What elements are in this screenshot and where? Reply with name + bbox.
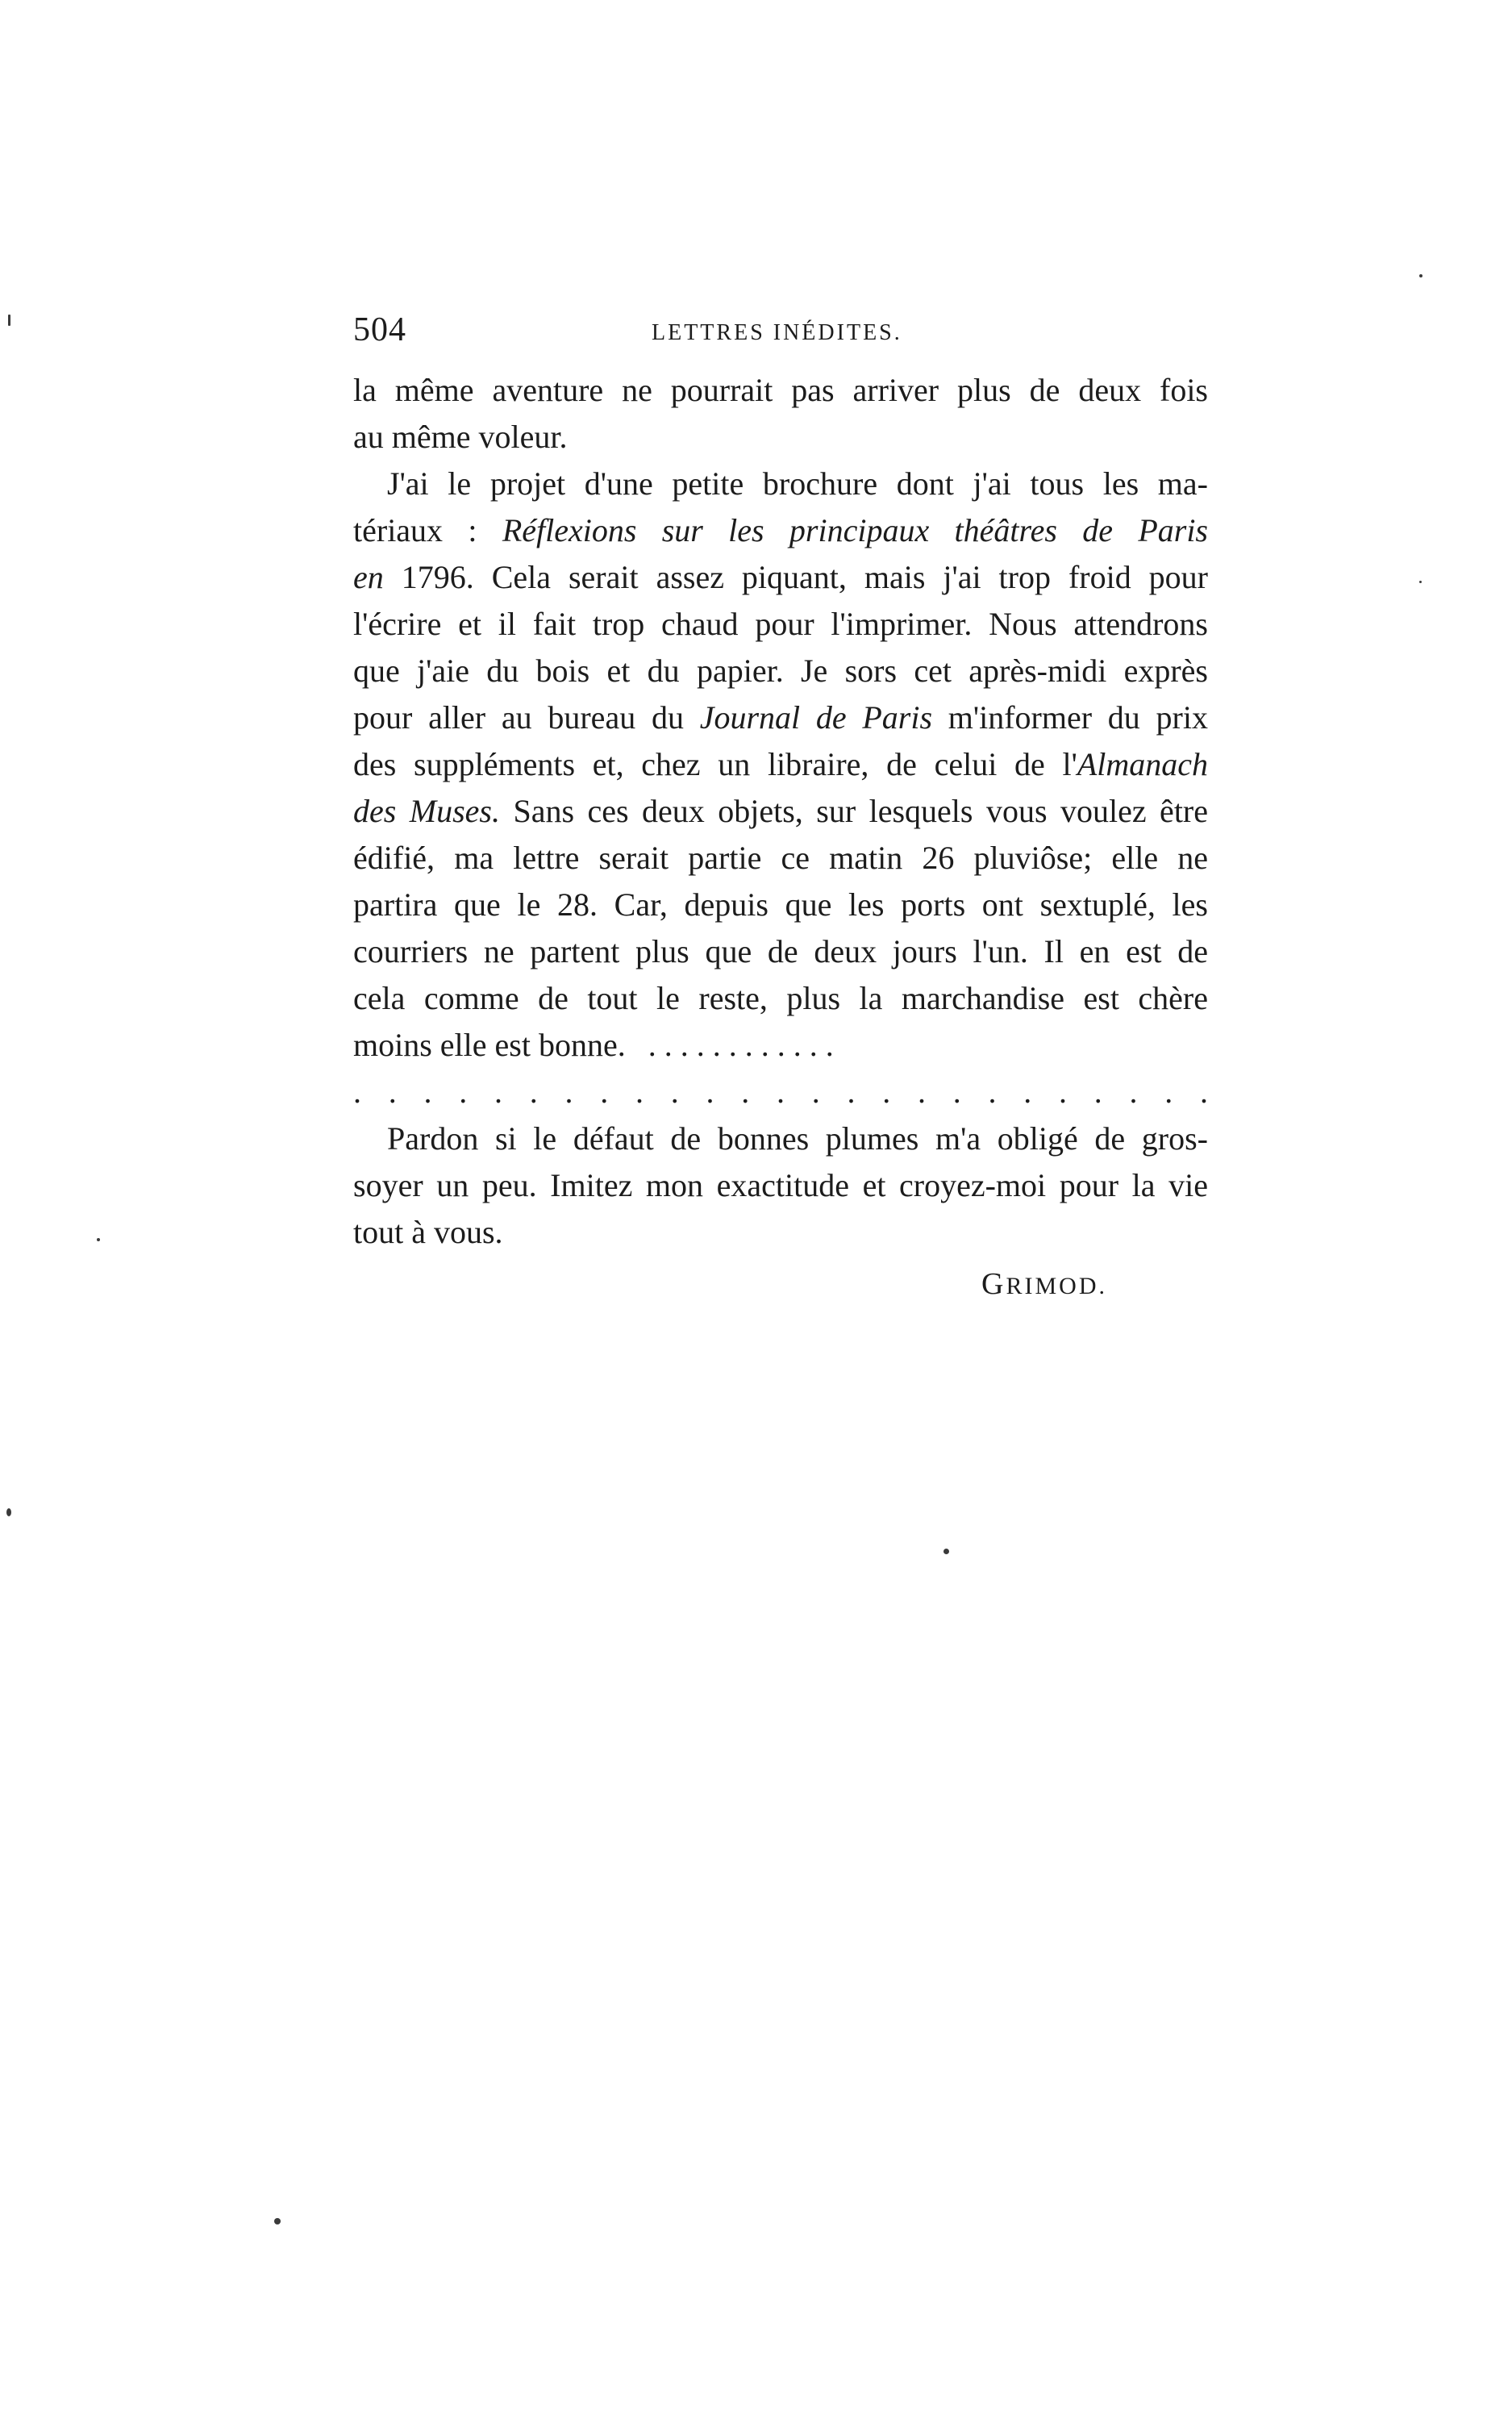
italic-title: des Muses. [353, 793, 500, 829]
text-line: la même aventure ne pourrait pas arriver plus de deux fois [353, 372, 1208, 408]
text-line: tout à vous. [353, 1214, 503, 1250]
text-fragment: pour aller au bureau du [353, 699, 700, 736]
text-line: cela comme de tout le reste, plus la marchandise est chère [353, 980, 1208, 1016]
text-line: au même voleur. [353, 419, 568, 455]
scan-speck [1419, 581, 1422, 583]
scan-speck [6, 1508, 11, 1516]
italic-title: Journal de Paris [699, 699, 933, 736]
page-number: 504 [353, 311, 406, 348]
text-line [353, 694, 1208, 741]
text-fragment: moins elle est bonne. [353, 1027, 626, 1063]
page-header [353, 311, 1208, 359]
text-fragment: 1796. Cela serait assez piquant, mais j'ai trop froid pour [383, 559, 1208, 595]
text-line: l'écrire et il fait trop chaud pour l'imprimer. Nous attendrons [353, 606, 1208, 642]
text-line: que j'aie du bois et du papier. Je sors cet après-midi exprès [353, 653, 1208, 689]
ellipsis-dots: . . . . . . . . . . . . [648, 1027, 834, 1063]
paragraph-start-line: J'ai le projet d'une petite brochure dont j'ai tous les ma- [387, 465, 1208, 502]
scan-speck [274, 2218, 281, 2224]
scan-speck [943, 1549, 949, 1554]
text-line: courriers ne partent plus que de deux jours l'un. Il en est de [353, 933, 1208, 969]
text-line [353, 788, 1208, 835]
signature-rest: RIMOD. [1006, 1273, 1107, 1299]
text-fragment: m'informer du prix [932, 699, 1208, 736]
italic-fragment: en [353, 559, 384, 595]
scan-speck [1419, 274, 1422, 277]
signature [353, 1261, 1208, 1307]
paragraph-start-line: Pardon si le défaut de bonnes plumes m'a obligé de gros- [387, 1120, 1208, 1157]
text-line: édifié, ma lettre serait partie ce matin 26 pluviôse; elle ne [353, 840, 1208, 876]
italic-title: Almanach [1077, 746, 1208, 782]
text-line: partira que le 28. Car, depuis que les ports ont sextuplé, les [353, 886, 1208, 923]
text-line [353, 1022, 1208, 1069]
italic-title: Réflexions sur les principaux théâtres de Paris [502, 512, 1208, 548]
text-fragment: des suppléments et, chez un libraire, de celui de l' [353, 746, 1077, 782]
body-text [353, 367, 1208, 1307]
text-line [353, 741, 1208, 788]
text-line [353, 507, 1208, 554]
text-fragment: tériaux : [353, 512, 502, 548]
text-line [353, 554, 1208, 601]
running-title: LETTRES INÉDITES. [652, 320, 902, 345]
scan-speck [97, 1238, 100, 1241]
text-fragment: Sans ces deux objets, sur lesquels vous voulez être [500, 793, 1209, 829]
signature-initial: G [981, 1267, 1006, 1301]
ellipsis-line: . . . . . . . . . . . . . . . . . . . . . . . . . [353, 1074, 1208, 1110]
text-line: soyer un peu. Imitez mon exactitude et croyez-moi pour la vie [353, 1167, 1208, 1203]
scan-speck [8, 315, 10, 326]
